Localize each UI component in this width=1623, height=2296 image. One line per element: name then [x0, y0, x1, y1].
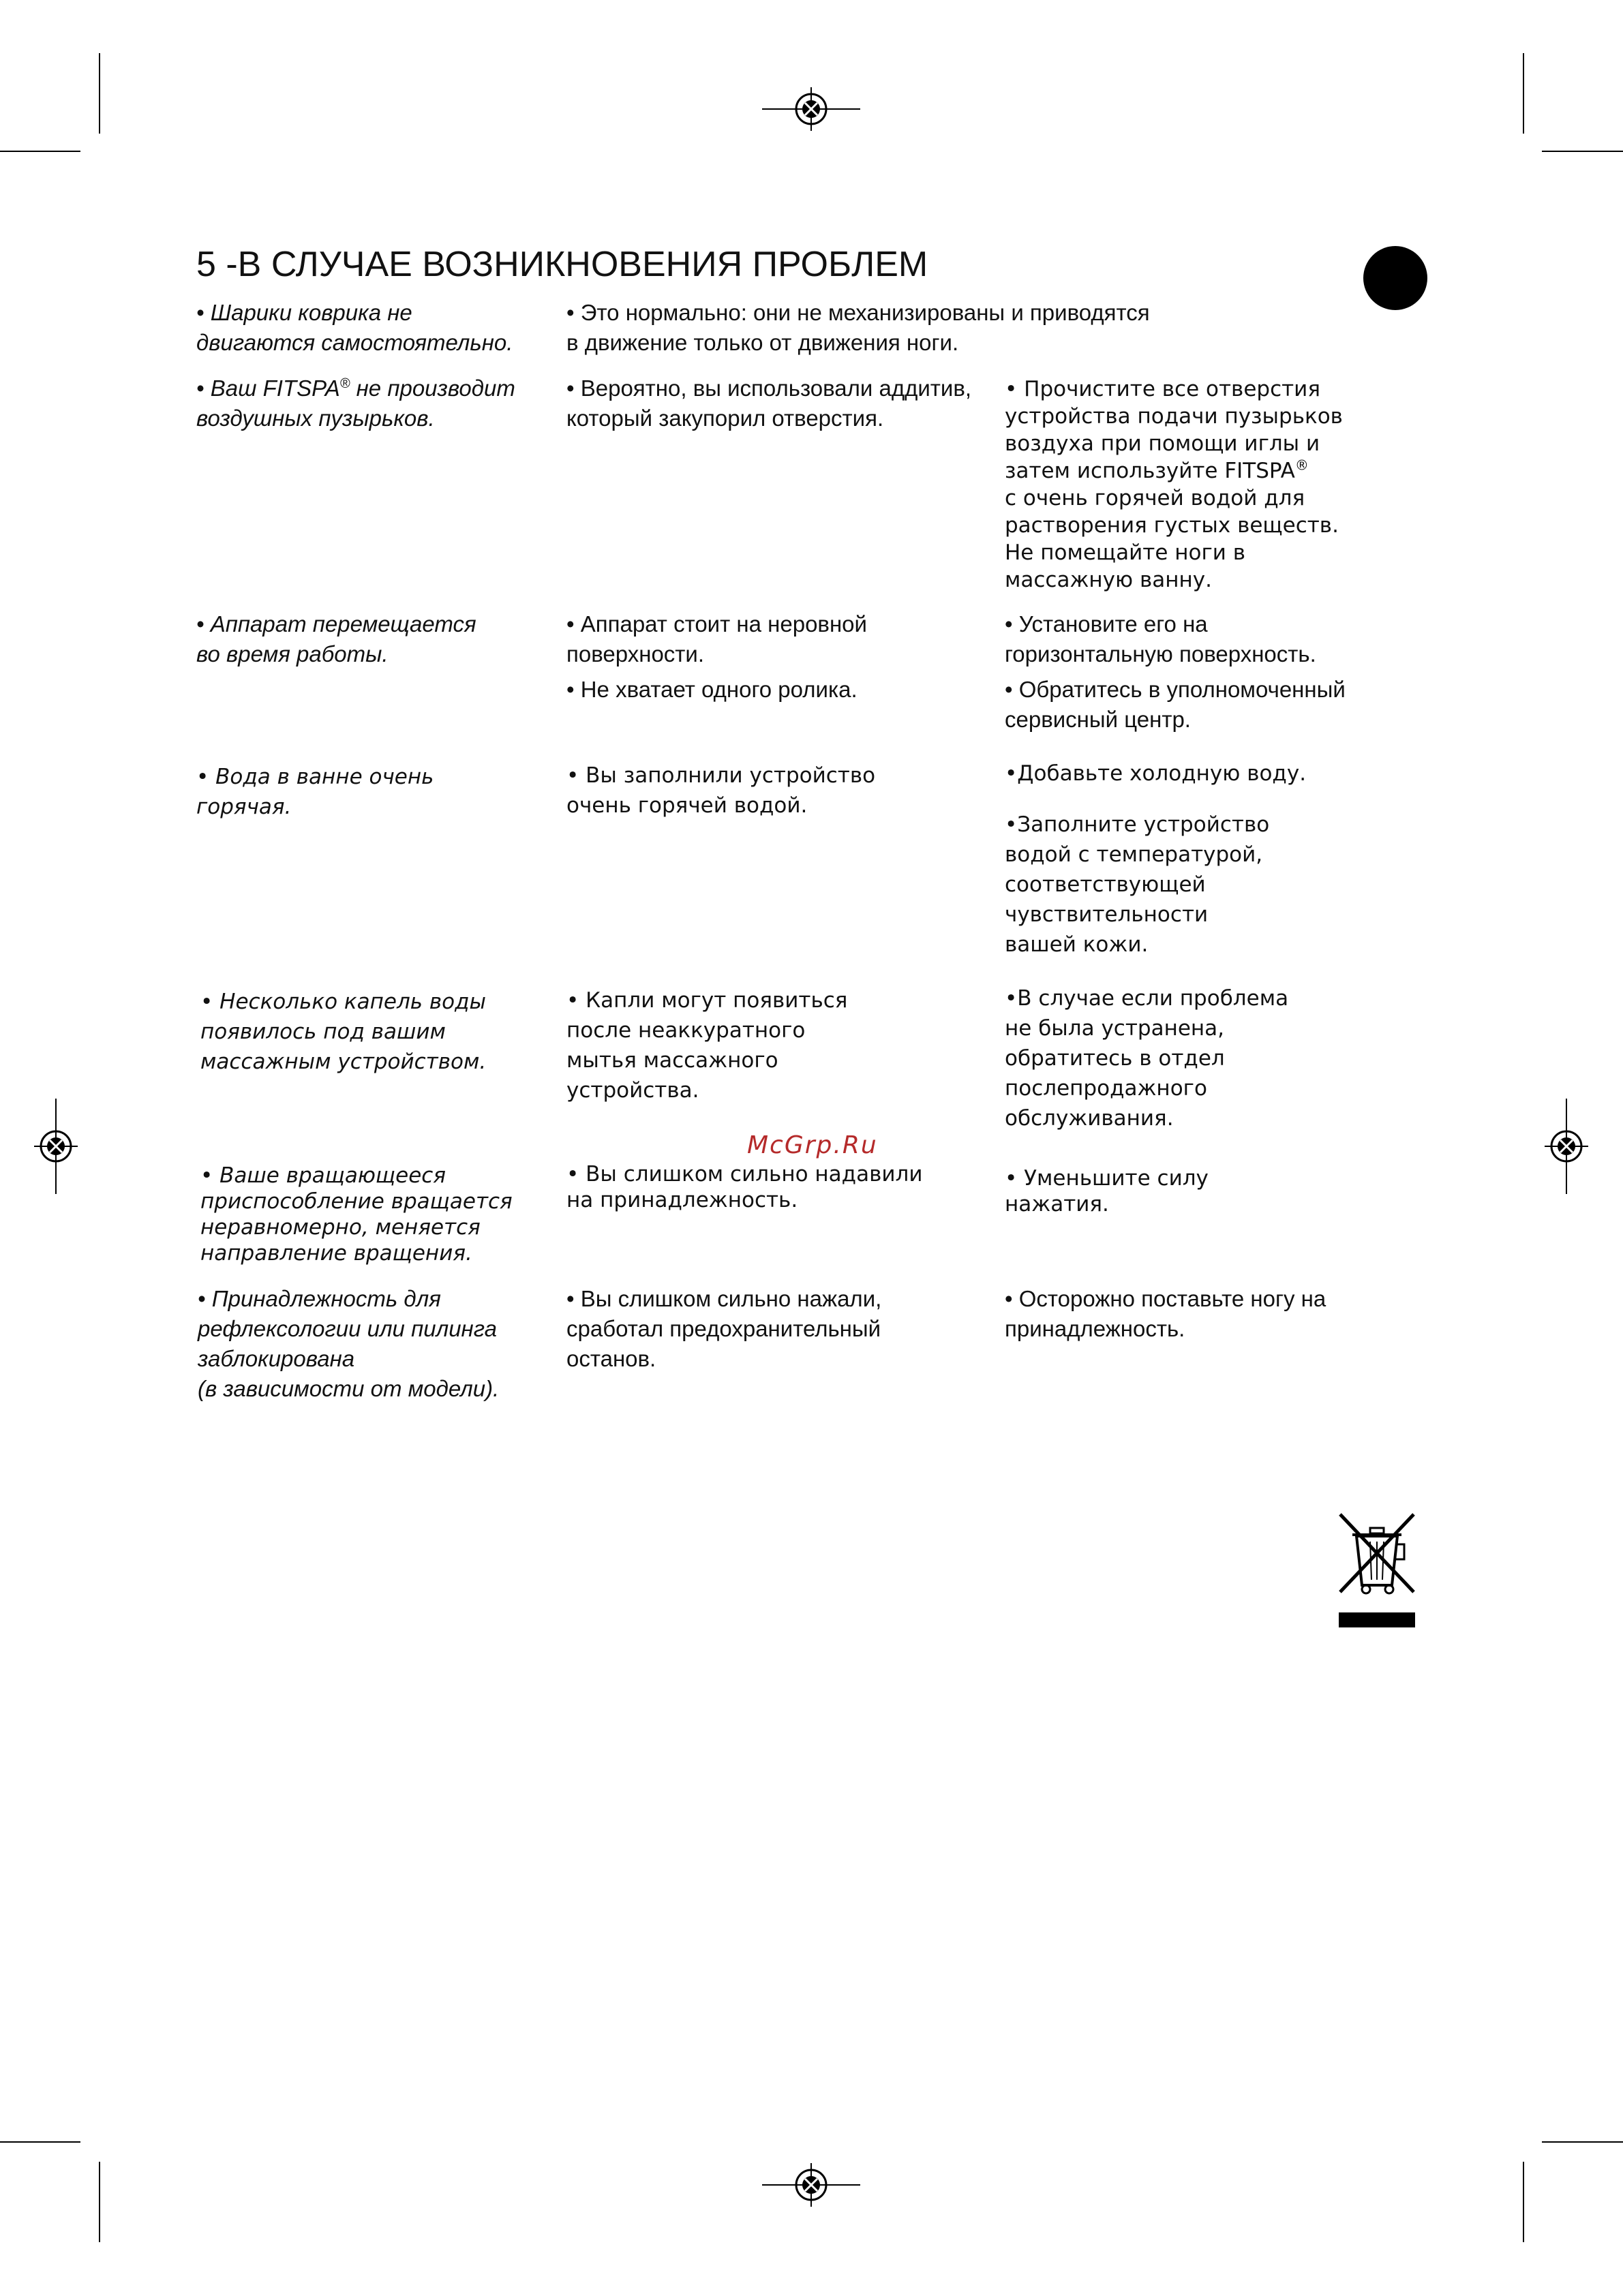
registration-mark-icon — [34, 1099, 78, 1194]
cause-cell: • Это нормально: они не механизированы и приводятся в движение только от движения ноги. — [566, 300, 1150, 355]
solution-cell: • Установите его на горизонтальную поверхность. — [1005, 611, 1316, 667]
crop-mark — [99, 2162, 100, 2242]
crop-mark — [0, 151, 80, 152]
problem-cell — [196, 373, 551, 433]
problem-cell: • Ваше вращающееся приспособление вращается неравномерно, меняется направление вращения. — [200, 1163, 513, 1266]
problem-cell: • Шарики коврика не двигаются самостоятельно. — [196, 300, 513, 355]
solution-cell: •В случае если проблема не была устранена, обратитесь в отдел послепродажного обслуживания. — [1005, 986, 1289, 1131]
problem-cell: • Принадлежность для рефлексологии или пилинга заблокирована (в зависимости от модели). — [198, 1286, 500, 1401]
cause-cell: • Аппарат стоит на неровной поверхности. — [566, 611, 867, 667]
cause-cell: • Вероятно, вы использовали аддитив, который закупорил отверстия. — [566, 376, 972, 431]
language-tab-marker — [1363, 246, 1427, 310]
crop-mark — [0, 2141, 80, 2143]
weee-recycling-icon — [1336, 1509, 1418, 1632]
problem-cell: • Аппарат перемещается во время работы. — [196, 611, 476, 667]
solution-cell: • Осторожно поставьте ногу на принадлежность. — [1005, 1286, 1326, 1341]
page-title: 5 -В СЛУЧАЕ ВОЗНИКНОВЕНИЯ ПРОБЛЕМ — [196, 245, 928, 284]
problem-cell: • Вода в ванне очень горячая. — [196, 765, 434, 819]
solution-cell: • Обратитесь в уполномоченный сервисный центр. — [1005, 677, 1346, 732]
cause-cell: • Капли могут появиться после неаккуратного мытья массажного устройства. — [566, 988, 848, 1103]
crop-mark — [1542, 151, 1623, 152]
registered-mark: ® — [339, 376, 350, 391]
solution-cell: •Добавьте холодную воду. — [1005, 761, 1307, 786]
cause-cell: • Не хватает одного ролика. — [566, 677, 858, 702]
problem-cell: • Несколько капель воды появилось под вашим массажным устройством. — [200, 990, 487, 1074]
registered-mark: ® — [1294, 457, 1309, 474]
solution-cell: • Уменьшите силу нажатия. — [1005, 1166, 1209, 1216]
registration-mark-icon — [762, 2163, 860, 2207]
problem-text: • Ваш FITSPA — [196, 376, 340, 401]
solution-text: с очень горячей водой для растворения густых веществ. Не помещайте ноги в массажную ванну. — [1005, 486, 1339, 592]
crop-mark — [1523, 2162, 1524, 2242]
cause-cell: • Вы слишком сильно надавили на принадлежность. — [566, 1162, 923, 1212]
cause-cell: • Вы слишком сильно нажали, сработал предохранительный останов. — [566, 1286, 882, 1371]
registration-mark-icon — [762, 87, 860, 131]
crop-mark — [1523, 53, 1524, 134]
crop-mark — [99, 53, 100, 134]
watermark: McGrp.Ru — [747, 1131, 878, 1159]
solution-cell: •Заполните устройство водой с температурой, соответствующей чувствительности вашей кожи. — [1005, 812, 1270, 957]
crop-mark — [1542, 2141, 1623, 2143]
cause-cell: • Вы заполнили устройство очень горячей водой. — [566, 763, 876, 818]
solution-cell — [1005, 376, 1386, 594]
solution-text: • Прочистите все отверстия устройства подачи пузырьков воздуха при помощи иглы и затем используйте FITSPA — [1005, 377, 1343, 483]
registration-mark-icon — [1545, 1099, 1588, 1194]
problem-text: не производит воздушных пузырьков. — [196, 376, 515, 431]
